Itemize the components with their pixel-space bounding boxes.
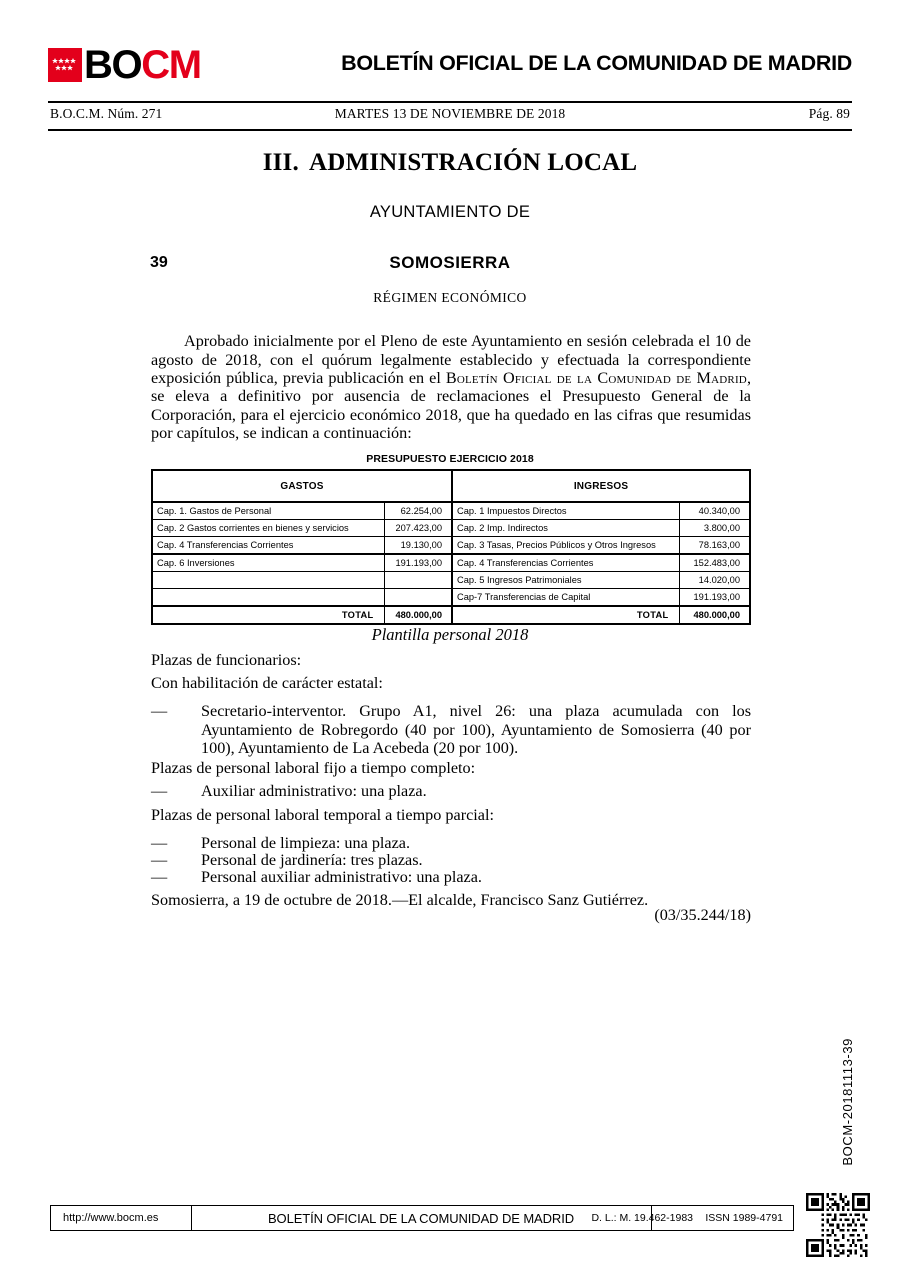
header-rule-top	[48, 101, 852, 103]
rubric-label: RÉGIMEN ECONÓMICO	[373, 290, 527, 305]
intro-part1: Aprobado inicialmente por el Pleno de este Ayuntamiento en sesión celebrada el 10 de agosto de 2018, con el quórum legalmente establecido y efectuada la correspondiente exposición pública, previa publicación en el	[151, 332, 751, 387]
list-dash: —	[151, 868, 168, 886]
table-row	[152, 554, 750, 572]
gastos-concept: Cap. 2 Gastos corrientes en bienes y servicios	[152, 520, 384, 537]
gastos-concept: Cap. 4 Transferencias Corrientes	[152, 537, 384, 555]
intro-paragraph	[151, 332, 751, 442]
running-head	[48, 106, 852, 126]
section-title-text: ADMINISTRACIÓN LOCAL	[308, 149, 638, 176]
list-item	[151, 782, 751, 801]
gastos-amount: 207.423,00	[384, 520, 452, 537]
gastos-concept: Cap. 1. Gastos de Personal	[152, 502, 384, 520]
ingresos-total-label: TOTAL	[452, 606, 679, 624]
ingresos-total-amount: 480.000,00	[679, 606, 750, 624]
list-dash: —	[151, 851, 168, 869]
gastos-concept	[152, 572, 384, 589]
masthead	[48, 45, 852, 93]
page-title	[0, 149, 900, 177]
ingresos-amount: 40.340,00	[679, 502, 750, 520]
list-item-text: Personal de jardinería: tres plazas.	[201, 851, 423, 869]
bocm-wordmark	[84, 45, 201, 85]
ingresos-concept: Cap. 2 Imp. Indirectos	[452, 520, 679, 537]
plantilla-heading-laboral-temporal: Plazas de personal laboral temporal a tiempo parcial:	[151, 806, 494, 824]
list-dash: —	[151, 834, 168, 852]
plantilla-title: Plantilla personal 2018	[371, 625, 529, 644]
table-header-row	[152, 470, 750, 502]
footer-bar	[50, 1205, 794, 1231]
plantilla-heading-habilitacion: Con habilitación de carácter estatal:	[151, 674, 383, 692]
gastos-amount: 19.130,00	[384, 537, 452, 555]
ingresos-amount: 152.483,00	[679, 554, 750, 572]
ingresos-concept: Cap. 4 Transferencias Corrientes	[452, 554, 679, 572]
organism-label: AYUNTAMIENTO DE	[369, 203, 531, 221]
gastos-total-label: TOTAL	[152, 606, 384, 624]
list-item-text: Personal de limpieza: una plaza.	[201, 834, 411, 852]
header-rule-bottom	[48, 129, 852, 131]
qr-code-icon	[806, 1193, 870, 1257]
table-row	[152, 520, 750, 537]
running-head-issue: B.O.C.M. Núm. 271	[50, 106, 163, 121]
gastos-amount: 62.254,00	[384, 502, 452, 520]
vertical-document-code: BOCM-20181113-39	[840, 1038, 855, 1166]
list-item	[151, 868, 751, 887]
plantilla-heading-laboral-fijo: Plazas de personal laboral fijo a tiempo completo:	[151, 759, 476, 777]
closing-signature: Somosierra, a 19 de octubre de 2018.—El alcalde, Francisco Sanz Gutiérrez.	[151, 891, 649, 909]
table-row	[152, 502, 750, 520]
table-header-ingresos: INGRESOS	[452, 470, 750, 502]
gastos-concept	[152, 589, 384, 607]
document-code: (03/35.244/18)	[654, 906, 751, 924]
bocm-wordmark-bo: BO	[84, 43, 142, 87]
table-row	[152, 589, 750, 607]
boletin-reference: Boletín Oficial de la Comunidad de Madrid	[445, 369, 747, 387]
ingresos-concept: Cap. 5 Ingresos Patrimoniales	[452, 572, 679, 589]
ingresos-concept: Cap-7 Transferencias de Capital	[452, 589, 679, 607]
masthead-title: BOLETÍN OFICIAL DE LA COMUNIDAD DE MADRID	[341, 51, 852, 75]
list-item-text: Secretario-interventor. Grupo A1, nivel 26: una plaza acumulada con los Ayuntamiento de Robregordo (40 por 100), Ayuntamiento de Somosierra (40 por 100), Ayuntamiento de La Acebeda (20 por 100).	[201, 702, 751, 758]
ingresos-amount: 3.800,00	[679, 520, 750, 537]
gastos-concept: Cap. 6 Inversiones	[152, 554, 384, 572]
plantilla-heading-funcionarios: Plazas de funcionarios:	[151, 651, 302, 669]
table-row	[152, 572, 750, 589]
ingresos-concept: Cap. 1 Impuestos Directos	[452, 502, 679, 520]
list-item-text: Personal auxiliar administrativo: una plaza.	[201, 868, 482, 886]
ingresos-amount: 191.193,00	[679, 589, 750, 607]
list-item-text: Auxiliar administrativo: una plaza.	[201, 782, 427, 800]
section-number: III.	[262, 149, 299, 176]
madrid-crest-icon	[48, 48, 82, 82]
list-item	[151, 702, 751, 758]
entity-name: SOMOSIERRA	[389, 253, 511, 272]
running-head-date: MARTES 13 DE NOVIEMBRE DE 2018	[334, 106, 566, 121]
gastos-amount	[384, 589, 452, 607]
ingresos-concept: Cap. 3 Tasas, Precios Públicos y Otros Ingresos	[452, 537, 679, 555]
table-total-row	[152, 606, 750, 624]
budget-table	[151, 469, 751, 625]
table-header-gastos: GASTOS	[152, 470, 452, 502]
list-dash: —	[151, 782, 168, 800]
list-item	[151, 834, 751, 853]
running-head-page: Pág. 89	[808, 106, 850, 121]
list-dash: —	[151, 702, 168, 720]
footer-url[interactable]: http://www.bocm.es	[63, 1212, 159, 1224]
entry-number: 39	[150, 254, 168, 271]
footer-issn: ISSN 1989-4791	[705, 1212, 783, 1224]
footer-divider-1	[191, 1206, 192, 1230]
table-row	[152, 537, 750, 555]
intro-part2: , se eleva a definitivo por ausencia de reclamaciones el Presupuesto General de la Corporación, para el ejercicio económico 2018, que ha quedado en las cifras que resumidas por capítulos, se indican a continuación:	[151, 369, 751, 443]
footer-legal-deposit: D. L.: M. 19.462-1983	[591, 1212, 693, 1224]
bocm-wordmark-cm: CM	[141, 43, 201, 87]
gastos-total-amount: 480.000,00	[384, 606, 452, 624]
gastos-amount	[384, 572, 452, 589]
ingresos-amount: 14.020,00	[679, 572, 750, 589]
footer-title: BOLETÍN OFICIAL DE LA COMUNIDAD DE MADRID	[267, 1211, 575, 1226]
table-caption: PRESUPUESTO EJERCICIO 2018	[366, 453, 534, 465]
gastos-amount: 191.193,00	[384, 554, 452, 572]
bocm-logo	[48, 45, 201, 85]
list-item	[151, 851, 751, 870]
ingresos-amount: 78.163,00	[679, 537, 750, 555]
